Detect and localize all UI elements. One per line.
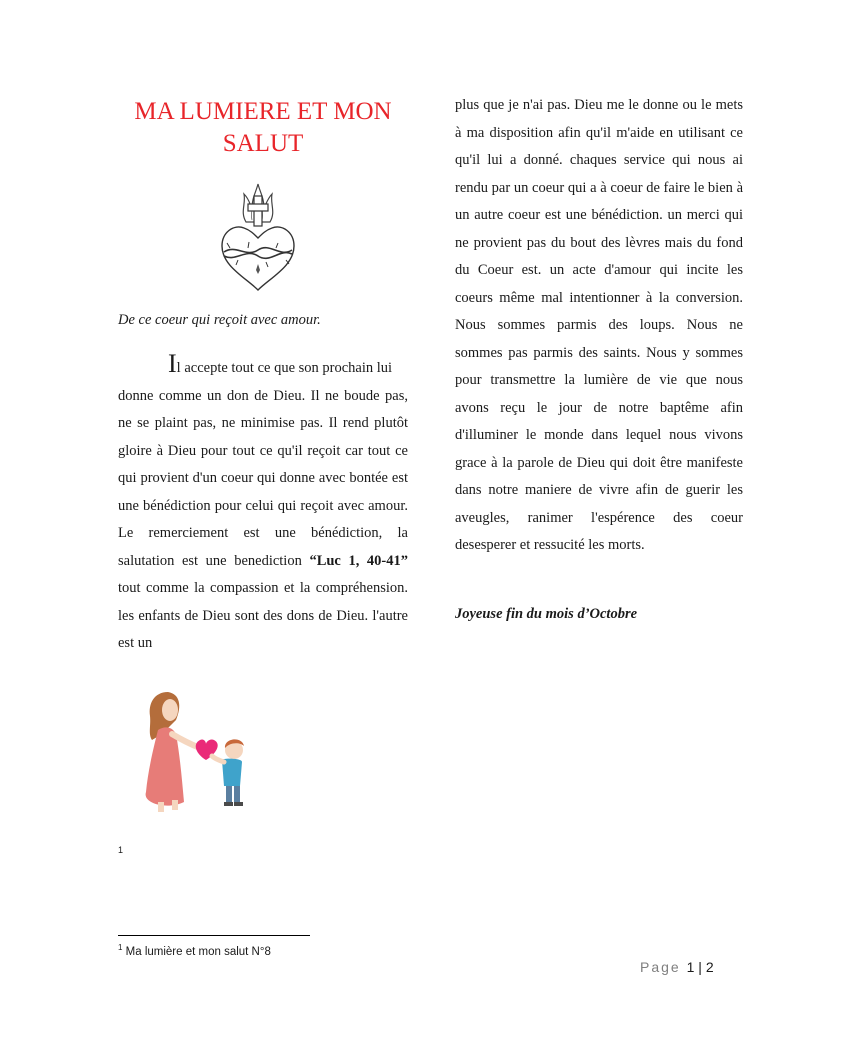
footnote bbox=[118, 943, 271, 958]
page-current: 1 bbox=[686, 959, 695, 975]
page-total: 2 bbox=[705, 959, 714, 975]
drop-cap: I bbox=[168, 349, 177, 378]
closing-line: Joyeuse fin du mois d’Octobre bbox=[455, 606, 638, 622]
footnote-separator bbox=[118, 935, 310, 936]
page-separator: | bbox=[698, 959, 702, 975]
bible-reference: “Luc 1, 40-41” bbox=[309, 552, 408, 569]
title-line-2: SALUT bbox=[222, 130, 304, 157]
right-column bbox=[455, 92, 743, 560]
first-line-text: l accepte tout ce que son prochain lui bbox=[176, 360, 393, 376]
page-number bbox=[640, 959, 714, 975]
first-line bbox=[118, 349, 408, 383]
footnote-reference: 1 bbox=[118, 845, 124, 855]
document-title bbox=[118, 96, 408, 160]
left-paragraph bbox=[118, 349, 408, 658]
left-body-text-end: tout comme la compassion et la compréhension. les enfants de Dieu sont des dons de Dieu. l'autre est un bbox=[118, 580, 408, 651]
footnote-text: Ma lumière et mon salut N°8 bbox=[122, 945, 271, 958]
intro-line: De ce coeur qui reçoit avec amour. bbox=[118, 312, 321, 328]
page-label: Page bbox=[640, 959, 681, 975]
mother-child-heart-illustration bbox=[118, 686, 278, 816]
sacred-heart-icon bbox=[216, 182, 300, 294]
right-paragraph: plus que je n'ai pas. Dieu me le donne ou le mets à ma disposition afin qu'il m'aide en utilisant ce qu'il lui a donné. chaques service qui nous ai rendu par un coeur qui a à coeur de faire le bien à un autre coeur est une bénédiction. un merci qui ne provient pas du bout des lèvres mais du fond du Coeur est. un acte d'amour qui incite les coeurs même mal intentionner à la conversion. Nous sommes parmis des loups. Nous ne sommes pas parmis des saints. Nous y sommes pour transmettre la lumière de vie que nous avons reçu le jour de notre baptême afin d'illuminer le monde dans lequel nous vivons grace à la parole de Dieu qui doit être manifeste dans notre maniere de vivre afin de guerir les aveugles, ranimer l'espérence des coeur desesperer et ressucité les morts. bbox=[455, 97, 743, 553]
title-block bbox=[118, 96, 408, 160]
title-line-1: MA LUMIERE ET MON bbox=[134, 98, 392, 125]
footnote-number: 1 bbox=[118, 943, 123, 952]
left-body-text: donne comme un don de Dieu. Il ne boude pas, ne se plaint pas, ne minimise pas. Il rend plutôt gloire à Dieu pour tout ce qu'il reçoit car tout ce qui provient d'un coeur qui donne avec bontée est une bénédiction pour celui qui reçoit avec amour. Le remerciement est une bénédiction, la salutation est une benediction bbox=[118, 387, 408, 569]
